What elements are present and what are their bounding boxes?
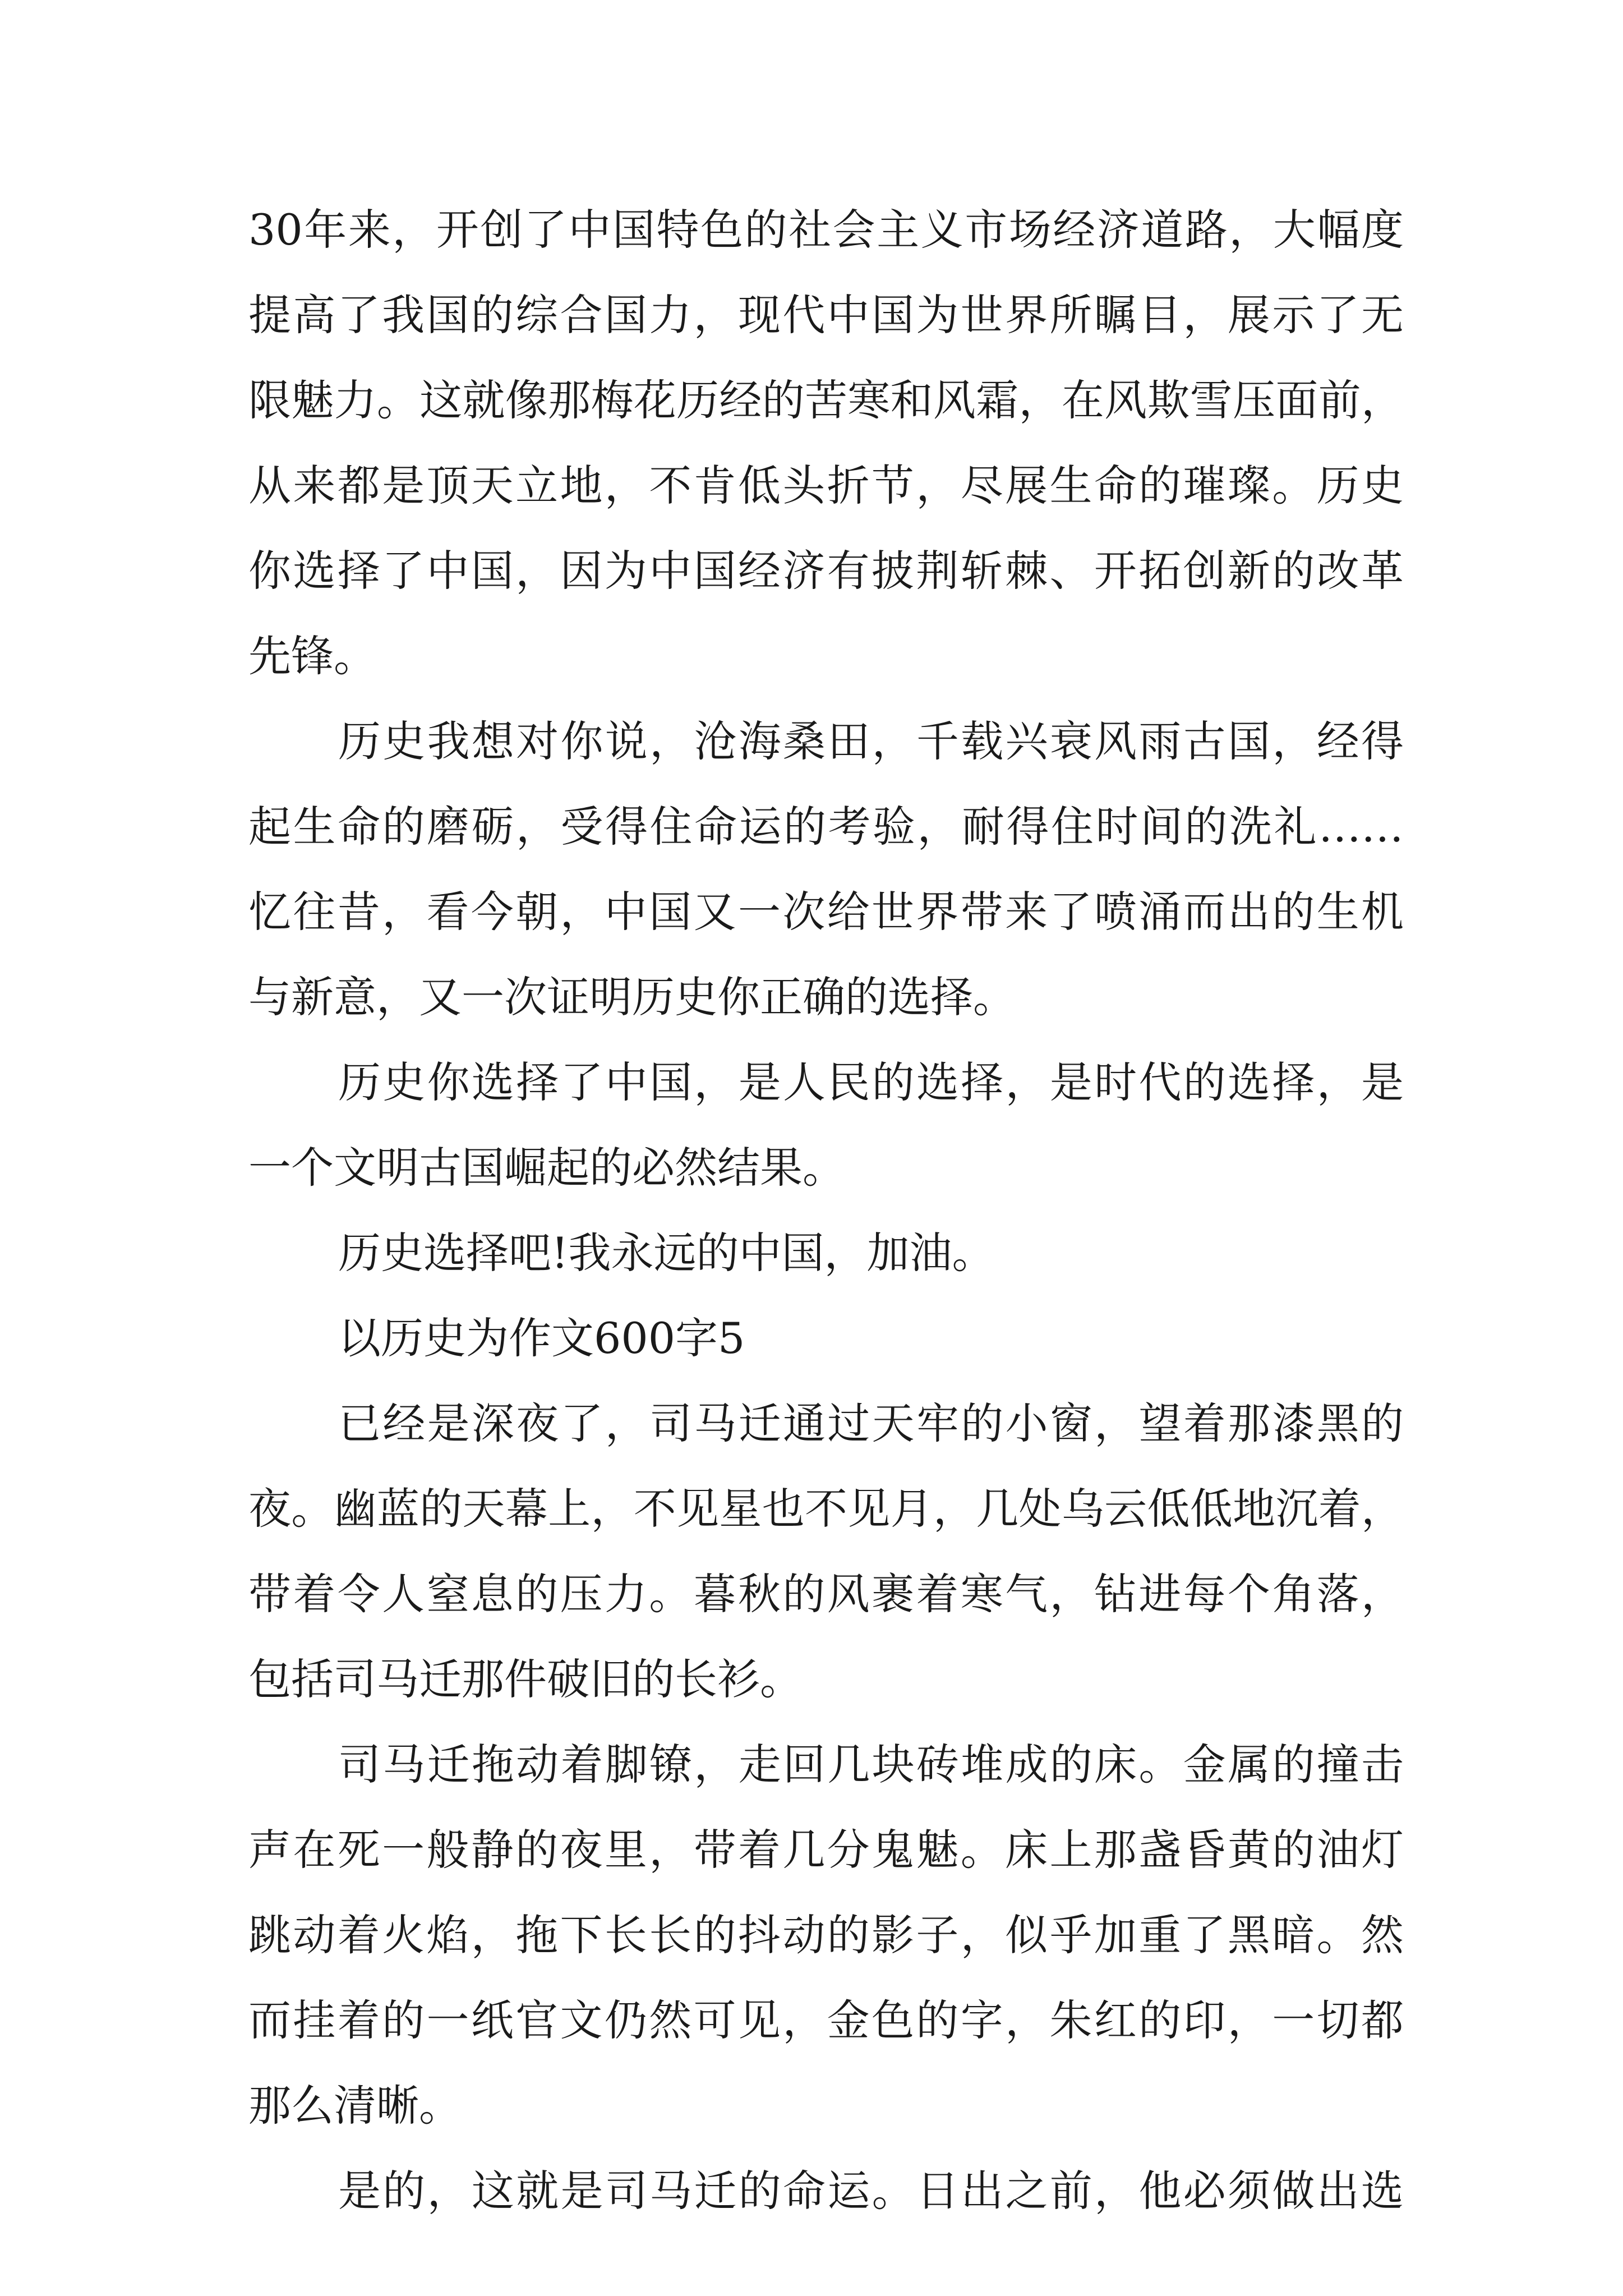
text-line: 已经是深夜了，司马迁通过天牢的小窗，望着那漆黑的 [338, 1398, 1404, 1448]
text-line: 包括司马迁那件破旧的长衫。 [248, 1654, 803, 1704]
text-line: 那么清晰。 [248, 2081, 462, 2131]
text-line: 先锋。 [248, 631, 376, 681]
text-line: 你选择了中国，因为中国经济有披荆斩棘、开拓创新的改革 [248, 546, 1404, 596]
text-line: 是的，这就是司马迁的命运。日出之前，他必须做出选 [338, 2166, 1404, 2216]
text-line: 夜。幽蓝的天幕上，不见星也不见月，几处乌云低低地沉着， [248, 1484, 1404, 1534]
text-line: 起生命的磨砺，受得住命运的考验，耐得住时间的洗礼…… [248, 802, 1404, 852]
text-line: 带着令人窒息的压力。暮秋的风裹着寒气，钻进每个角落， [248, 1569, 1404, 1619]
text-line: 提高了我国的综合国力，现代中国为世界所瞩目，展示了无 [248, 290, 1404, 340]
text-line: 而挂着的一纸官文仍然可见，金色的字，朱红的印，一切都 [248, 1995, 1404, 2045]
text-line: 一个文明古国崛起的必然结果。 [248, 1143, 845, 1193]
text-line: 限魅力。这就像那梅花历经的苦寒和风霜，在风欺雪压面前， [248, 375, 1404, 425]
text-line: 从来都是顶天立地，不肯低头折节，尽展生命的璀璨。历史 [248, 461, 1404, 510]
text-line: 忆往昔，看今朝，中国又一次给世界带来了喷涌而出的生机 [248, 887, 1404, 937]
text-line: 声在死一般静的夜里，带着几分鬼魅。床上那盏昏黄的油灯 [248, 1825, 1404, 1875]
text-line: 司马迁拖动着脚镣，走回几块砖堆成的床。金属的撞击 [338, 1740, 1404, 1789]
text-line: 历史选择吧!我永远的中国，加油。 [338, 1228, 995, 1278]
text-line: 历史你选择了中国，是人民的选择，是时代的选择，是 [338, 1057, 1404, 1107]
text-line: 30年来，开创了中国特色的社会主义市场经济道路，大幅度 [248, 205, 1404, 255]
text-line: 与新意，又一次证明历史你正确的选择。 [248, 972, 1016, 1022]
section-heading: 以历史为作文600字5 [338, 1313, 745, 1363]
text-line: 跳动着火焰，拖下长长的抖动的影子，似乎加重了黑暗。然 [248, 1910, 1404, 1960]
text-line: 历史我想对你说，沧海桑田，千载兴衰风雨古国，经得 [338, 716, 1404, 766]
